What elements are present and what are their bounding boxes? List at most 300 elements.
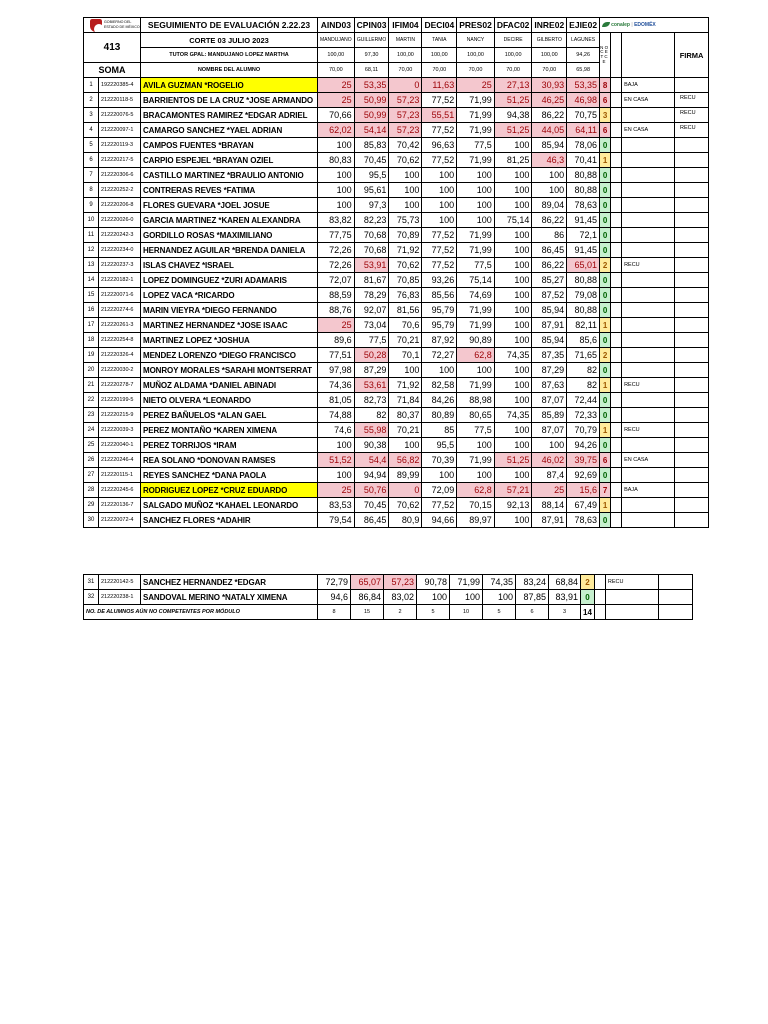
module-max: 100,00 [532, 48, 567, 63]
score-cell: 82,58 [422, 378, 457, 393]
row-number: 11 [84, 228, 99, 243]
not-competent-count: 0 [600, 273, 611, 288]
score-cell: 27,13 [494, 78, 532, 93]
signature-cell[interactable] [675, 273, 709, 288]
score-cell: 94,66 [422, 513, 457, 528]
tutor-name: TUTOR GPAL: MANDUJANO LOPEZ MARTHA [141, 48, 318, 63]
row-number: 17 [84, 318, 99, 333]
signature-cell[interactable] [675, 228, 709, 243]
signature-cell[interactable] [675, 453, 709, 468]
score-cell: 100 [422, 363, 457, 378]
blank-cell [611, 363, 622, 378]
score-cell: 78,29 [354, 288, 389, 303]
student-name: RODRIGUEZ LOPEZ *CRUZ EDUARDO [141, 483, 318, 498]
table-row [84, 318, 709, 333]
score-cell: 94,38 [494, 108, 532, 123]
blank-cell [611, 198, 622, 213]
score-cell: 75,14 [457, 273, 495, 288]
signature-cell[interactable] [675, 438, 709, 453]
score-cell: 74,35 [494, 348, 532, 363]
row-number: 4 [84, 123, 99, 138]
control-number: 212220076-5 [99, 108, 141, 123]
not-competent-count: 2 [600, 348, 611, 363]
score-cell: 87,35 [532, 348, 567, 363]
score-cell: 87,85 [516, 590, 549, 605]
row-number: 27 [84, 468, 99, 483]
signature-cell[interactable] [675, 153, 709, 168]
score-cell: 72,27 [422, 348, 457, 363]
observation [622, 498, 675, 513]
score-cell: 100 [532, 183, 567, 198]
score-cell: 53,35 [567, 78, 600, 93]
observation [622, 168, 675, 183]
score-cell: 77,75 [318, 228, 355, 243]
score-cell: 100 [532, 168, 567, 183]
footer-row [84, 605, 693, 620]
score-cell: 57,21 [494, 483, 532, 498]
score-cell: 85,27 [532, 273, 567, 288]
student-name: BARRIENTOS DE LA CRUZ *JOSE ARMANDO [141, 93, 318, 108]
score-cell: 82 [354, 408, 389, 423]
control-number: 212220234-0 [99, 243, 141, 258]
score-cell: 100 [494, 318, 532, 333]
score-cell: 11,63 [422, 78, 457, 93]
not-competent-count: 0 [600, 333, 611, 348]
score-cell: 95,79 [422, 318, 457, 333]
signature-cell[interactable] [675, 348, 709, 363]
control-number: 212220142-5 [99, 575, 141, 590]
score-cell: 68,84 [549, 575, 581, 590]
module-teacher: GUILLERMO [354, 33, 389, 48]
score-cell: 25 [318, 93, 355, 108]
score-cell: 89,6 [318, 333, 355, 348]
score-cell: 100 [318, 138, 355, 153]
not-competent-count: 6 [600, 453, 611, 468]
score-cell: 87,91 [532, 318, 567, 333]
control-number: 212220242-3 [99, 228, 141, 243]
blank-cell [611, 78, 622, 93]
module-not-competent-count: 5 [417, 605, 450, 620]
signature-cell[interactable] [675, 393, 709, 408]
row-number: 28 [84, 483, 99, 498]
name-column-header: NOMBRE DEL ALUMNO [141, 63, 318, 78]
table-row [84, 453, 709, 468]
score-cell: 87,63 [532, 378, 567, 393]
observation: BAJA [622, 78, 675, 93]
table-row [84, 78, 709, 93]
module-max: 97,30 [354, 48, 389, 63]
student-name: SALGADO MUÑOZ *KAHAEL LEONARDO [141, 498, 318, 513]
score-cell: 54,14 [354, 123, 389, 138]
signature-cell[interactable] [675, 498, 709, 513]
score-cell: 80,83 [318, 153, 355, 168]
row-number: 21 [84, 378, 99, 393]
sheet-title: SEGUIMIENTO DE EVALUACIÓN 2.22.23 [141, 18, 318, 33]
score-cell: 64,11 [567, 123, 600, 138]
score-cell: 71,92 [389, 378, 422, 393]
score-cell: 89,04 [532, 198, 567, 213]
table-row [84, 273, 709, 288]
not-competent-count: 0 [600, 363, 611, 378]
score-cell: 70,41 [567, 153, 600, 168]
row-number: 19 [84, 348, 99, 363]
score-cell: 80,9 [389, 513, 422, 528]
score-cell: 46,02 [532, 453, 567, 468]
score-cell: 88,76 [318, 303, 355, 318]
score-cell: 100 [494, 168, 532, 183]
score-cell: 70,68 [354, 228, 389, 243]
row-number: 25 [84, 438, 99, 453]
signature-cell[interactable] [675, 378, 709, 393]
score-cell: 79,08 [567, 288, 600, 303]
score-cell: 57,23 [389, 123, 422, 138]
not-competent-count: 3 [600, 108, 611, 123]
score-cell: 81,25 [494, 153, 532, 168]
score-cell: 72,79 [318, 575, 351, 590]
signature-cell[interactable] [675, 288, 709, 303]
score-cell: 77,5 [457, 138, 495, 153]
score-cell: 77,52 [422, 228, 457, 243]
score-cell: 72,33 [567, 408, 600, 423]
module-teacher: TANIA [422, 33, 457, 48]
score-cell: 100 [457, 438, 495, 453]
table-row [84, 363, 709, 378]
signature-cell[interactable] [675, 423, 709, 438]
score-cell: 51,52 [318, 453, 355, 468]
student-name: MONROY MORALES *SARAHI MONTSERRAT [141, 363, 318, 378]
score-cell: 72,1 [567, 228, 600, 243]
not-competent-count: 0 [600, 513, 611, 528]
control-number: 212220245-6 [99, 483, 141, 498]
score-cell: 100 [494, 378, 532, 393]
signature-cell[interactable] [675, 333, 709, 348]
score-cell: 75,73 [389, 213, 422, 228]
signature-cell[interactable] [675, 318, 709, 333]
score-cell: 91,45 [567, 243, 600, 258]
score-cell: 25 [457, 78, 495, 93]
score-cell: 71,99 [457, 378, 495, 393]
score-cell: 86,22 [532, 108, 567, 123]
observation: RECU [622, 258, 675, 273]
table-row [84, 198, 709, 213]
signature-cell[interactable] [675, 183, 709, 198]
score-cell: 82,11 [567, 318, 600, 333]
score-cell: 80,89 [422, 408, 457, 423]
signature-cell[interactable] [675, 513, 709, 528]
score-cell: 96,63 [422, 138, 457, 153]
score-cell: 46,3 [532, 153, 567, 168]
score-cell: 70,66 [318, 108, 355, 123]
score-cell: 91,45 [567, 213, 600, 228]
control-number: 212220118-5 [99, 93, 141, 108]
module-not-competent-count: 15 [351, 605, 384, 620]
table-row [84, 153, 709, 168]
not-competent-count: 7 [600, 483, 611, 498]
blank-cell [658, 605, 692, 620]
observation [622, 198, 675, 213]
score-cell: 62,8 [457, 348, 495, 363]
brand-region: EDOMÉX [634, 21, 656, 28]
observation: BAJA [622, 483, 675, 498]
score-cell: 81,67 [354, 273, 389, 288]
module-not-competent-count: 3 [549, 605, 581, 620]
score-cell: 78,63 [567, 198, 600, 213]
leaf-icon [602, 22, 610, 27]
score-cell: 94,26 [567, 438, 600, 453]
signature-cell[interactable] [675, 168, 709, 183]
signature-cell[interactable] [675, 468, 709, 483]
blank-cell [611, 333, 622, 348]
table-row [84, 228, 709, 243]
score-cell: 85,83 [354, 138, 389, 153]
control-number: 212220274-6 [99, 303, 141, 318]
table-row [84, 243, 709, 258]
student-name: CASTILLO MARTINEZ *BRAULIO ANTONIO [141, 168, 318, 183]
score-cell: 62,02 [318, 123, 355, 138]
module-code: IFIM04 [389, 18, 422, 33]
control-number: 212220097-1 [99, 123, 141, 138]
score-cell: 71,99 [457, 453, 495, 468]
table-row [84, 123, 709, 138]
blank-cell [611, 498, 622, 513]
blank-cell [611, 288, 622, 303]
row-number: 15 [84, 288, 99, 303]
score-cell: 62,8 [457, 483, 495, 498]
blank-cell [611, 438, 622, 453]
control-number: 212220072-4 [99, 513, 141, 528]
control-number: 212220115-1 [99, 468, 141, 483]
score-cell: 100 [483, 590, 516, 605]
not-competent-count: 0 [600, 393, 611, 408]
not-competent-count: 0 [600, 168, 611, 183]
score-cell: 100 [494, 468, 532, 483]
blank-cell [611, 348, 622, 363]
score-cell: 87,07 [532, 423, 567, 438]
observation [622, 348, 675, 363]
table-row [84, 138, 709, 153]
score-cell: 85,56 [422, 288, 457, 303]
control-number: 212220237-3 [99, 258, 141, 273]
control-number: 212220026-0 [99, 213, 141, 228]
module-code: INRE02 [532, 18, 567, 33]
score-cell: 89,97 [457, 513, 495, 528]
score-cell: 87,4 [532, 468, 567, 483]
module-min: 70,00 [318, 63, 355, 78]
score-cell: 75,14 [494, 213, 532, 228]
score-cell: 74,69 [457, 288, 495, 303]
signature-cell[interactable] [675, 408, 709, 423]
score-cell: 92,69 [567, 468, 600, 483]
score-cell: 100 [457, 198, 495, 213]
student-name: MUÑOZ ALDAMA *DANIEL ABINADI [141, 378, 318, 393]
student-name: CONTRERAS REVES *FATIMA [141, 183, 318, 198]
module-teacher: NANCY [457, 33, 495, 48]
score-cell: 70,89 [389, 228, 422, 243]
row-number: 3 [84, 108, 99, 123]
module-teacher: DECIRE [494, 33, 532, 48]
score-cell: 94,6 [318, 590, 351, 605]
score-cell: 65,07 [351, 575, 384, 590]
control-number: 212220238-1 [99, 590, 141, 605]
table-row [84, 183, 709, 198]
signature-cell[interactable] [675, 198, 709, 213]
control-number: 212220071-6 [99, 288, 141, 303]
score-cell: 100 [494, 423, 532, 438]
score-cell: 100 [494, 198, 532, 213]
score-cell: 71,99 [457, 243, 495, 258]
score-cell: 57,23 [389, 93, 422, 108]
student-name: MARTINEZ LOPEZ *JOSHUA [141, 333, 318, 348]
student-name: GARCIA MARTINEZ *KAREN ALEXANDRA [141, 213, 318, 228]
signature-cell[interactable] [675, 303, 709, 318]
score-cell: 50,76 [354, 483, 389, 498]
score-cell: 77,52 [422, 243, 457, 258]
row-number: 6 [84, 153, 99, 168]
blank-cell [605, 605, 658, 620]
control-number: 192220385-4 [99, 78, 141, 93]
score-cell: 77,5 [457, 423, 495, 438]
score-cell: 100 [494, 228, 532, 243]
header-row-2 [84, 33, 709, 48]
group-number: 413 [103, 41, 121, 53]
table-row [84, 168, 709, 183]
row-number: 24 [84, 423, 99, 438]
signature-cell[interactable] [675, 243, 709, 258]
score-cell: 100 [457, 363, 495, 378]
not-competent-count: 2 [600, 258, 611, 273]
row-number: 29 [84, 498, 99, 513]
score-cell: 74,36 [318, 378, 355, 393]
score-cell: 70,21 [389, 423, 422, 438]
score-cell: 72,09 [422, 483, 457, 498]
row-number: 22 [84, 393, 99, 408]
observation [622, 303, 675, 318]
score-cell: 100 [494, 303, 532, 318]
score-cell: 71,84 [389, 393, 422, 408]
signature-cell[interactable] [658, 575, 692, 590]
control-number: 212220206-8 [99, 198, 141, 213]
row-number: 8 [84, 183, 99, 198]
not-competent-count: 0 [600, 183, 611, 198]
score-cell: 0 [389, 78, 422, 93]
score-cell: 67,49 [567, 498, 600, 513]
score-cell: 54,4 [354, 453, 389, 468]
score-cell: 100 [417, 590, 450, 605]
row-number: 14 [84, 273, 99, 288]
score-cell: 86,22 [532, 213, 567, 228]
score-cell: 83,91 [549, 590, 581, 605]
score-cell: 97,98 [318, 363, 355, 378]
score-cell: 93,26 [422, 273, 457, 288]
score-cell: 70,39 [422, 453, 457, 468]
score-cell: 85,94 [532, 333, 567, 348]
blank-cell [611, 213, 622, 228]
score-cell: 100 [318, 438, 355, 453]
signature-cell[interactable] [675, 138, 709, 153]
score-cell: 72,26 [318, 258, 355, 273]
score-cell: 86 [532, 228, 567, 243]
blank-cell [611, 183, 622, 198]
not-competent-count: 0 [600, 303, 611, 318]
table-row [84, 303, 709, 318]
signature-cell[interactable] [675, 213, 709, 228]
student-name: MENDEZ LORENZO *DIEGO FRANCISCO [141, 348, 318, 363]
state-logo [84, 18, 140, 32]
control-number: 212220306-6 [99, 168, 141, 183]
score-cell: 71,99 [457, 123, 495, 138]
score-cell: 88,98 [457, 393, 495, 408]
blank-cell [611, 408, 622, 423]
score-cell: 85,94 [532, 138, 567, 153]
score-cell: 70,62 [389, 498, 422, 513]
blank-cell [611, 243, 622, 258]
score-cell: 95,5 [354, 168, 389, 183]
not-competent-count: 0 [581, 590, 595, 605]
module-max: 100,00 [318, 48, 355, 63]
score-cell: 87,91 [532, 513, 567, 528]
student-name: GORDILLO ROSAS *MAXIMILIANO [141, 228, 318, 243]
control-number: 212220119-3 [99, 138, 141, 153]
score-cell: 100 [494, 363, 532, 378]
signature-cell[interactable] [675, 483, 709, 498]
score-cell: 55,51 [422, 108, 457, 123]
score-cell: 55,98 [354, 423, 389, 438]
score-cell: 100 [318, 183, 355, 198]
observation [622, 243, 675, 258]
student-name: MARTINEZ HERNANDEZ *JOSE ISAAC [141, 318, 318, 333]
score-cell: 70,21 [389, 333, 422, 348]
score-cell: 53,61 [354, 378, 389, 393]
blank-cell [611, 108, 622, 123]
blank-cell [611, 378, 622, 393]
table-row [84, 348, 709, 363]
score-cell: 72,44 [567, 393, 600, 408]
signature-cell[interactable] [675, 78, 709, 93]
brand-name: conalep [611, 21, 630, 28]
score-cell: 85,89 [532, 408, 567, 423]
score-cell: 100 [422, 198, 457, 213]
blank-cell [611, 93, 622, 108]
external-note: RECU [680, 110, 696, 116]
signature-cell[interactable] [675, 258, 709, 273]
score-cell: 71,99 [457, 303, 495, 318]
score-cell: 87,92 [422, 333, 457, 348]
table-row [84, 93, 709, 108]
score-cell: 86,45 [354, 513, 389, 528]
module-max: 100,00 [494, 48, 532, 63]
score-cell: 85,6 [567, 333, 600, 348]
observation [622, 183, 675, 198]
group-cell [84, 33, 141, 63]
row-number: 30 [84, 513, 99, 528]
score-cell: 50,28 [354, 348, 389, 363]
total-not-competent: 14 [581, 605, 595, 620]
row-number: 9 [84, 198, 99, 213]
score-cell: 82 [567, 363, 600, 378]
module-code: EJIE02 [567, 18, 600, 33]
evaluation-sheet [83, 17, 709, 620]
module-not-competent-count: 6 [516, 605, 549, 620]
module-not-competent-count: 8 [318, 605, 351, 620]
score-cell: 100 [532, 438, 567, 453]
signature-cell[interactable] [675, 363, 709, 378]
score-cell: 81,56 [389, 303, 422, 318]
row-number: 7 [84, 168, 99, 183]
signature-cell[interactable] [658, 590, 692, 605]
observation [622, 228, 675, 243]
row-number: 2 [84, 93, 99, 108]
row-number: 1 [84, 78, 99, 93]
